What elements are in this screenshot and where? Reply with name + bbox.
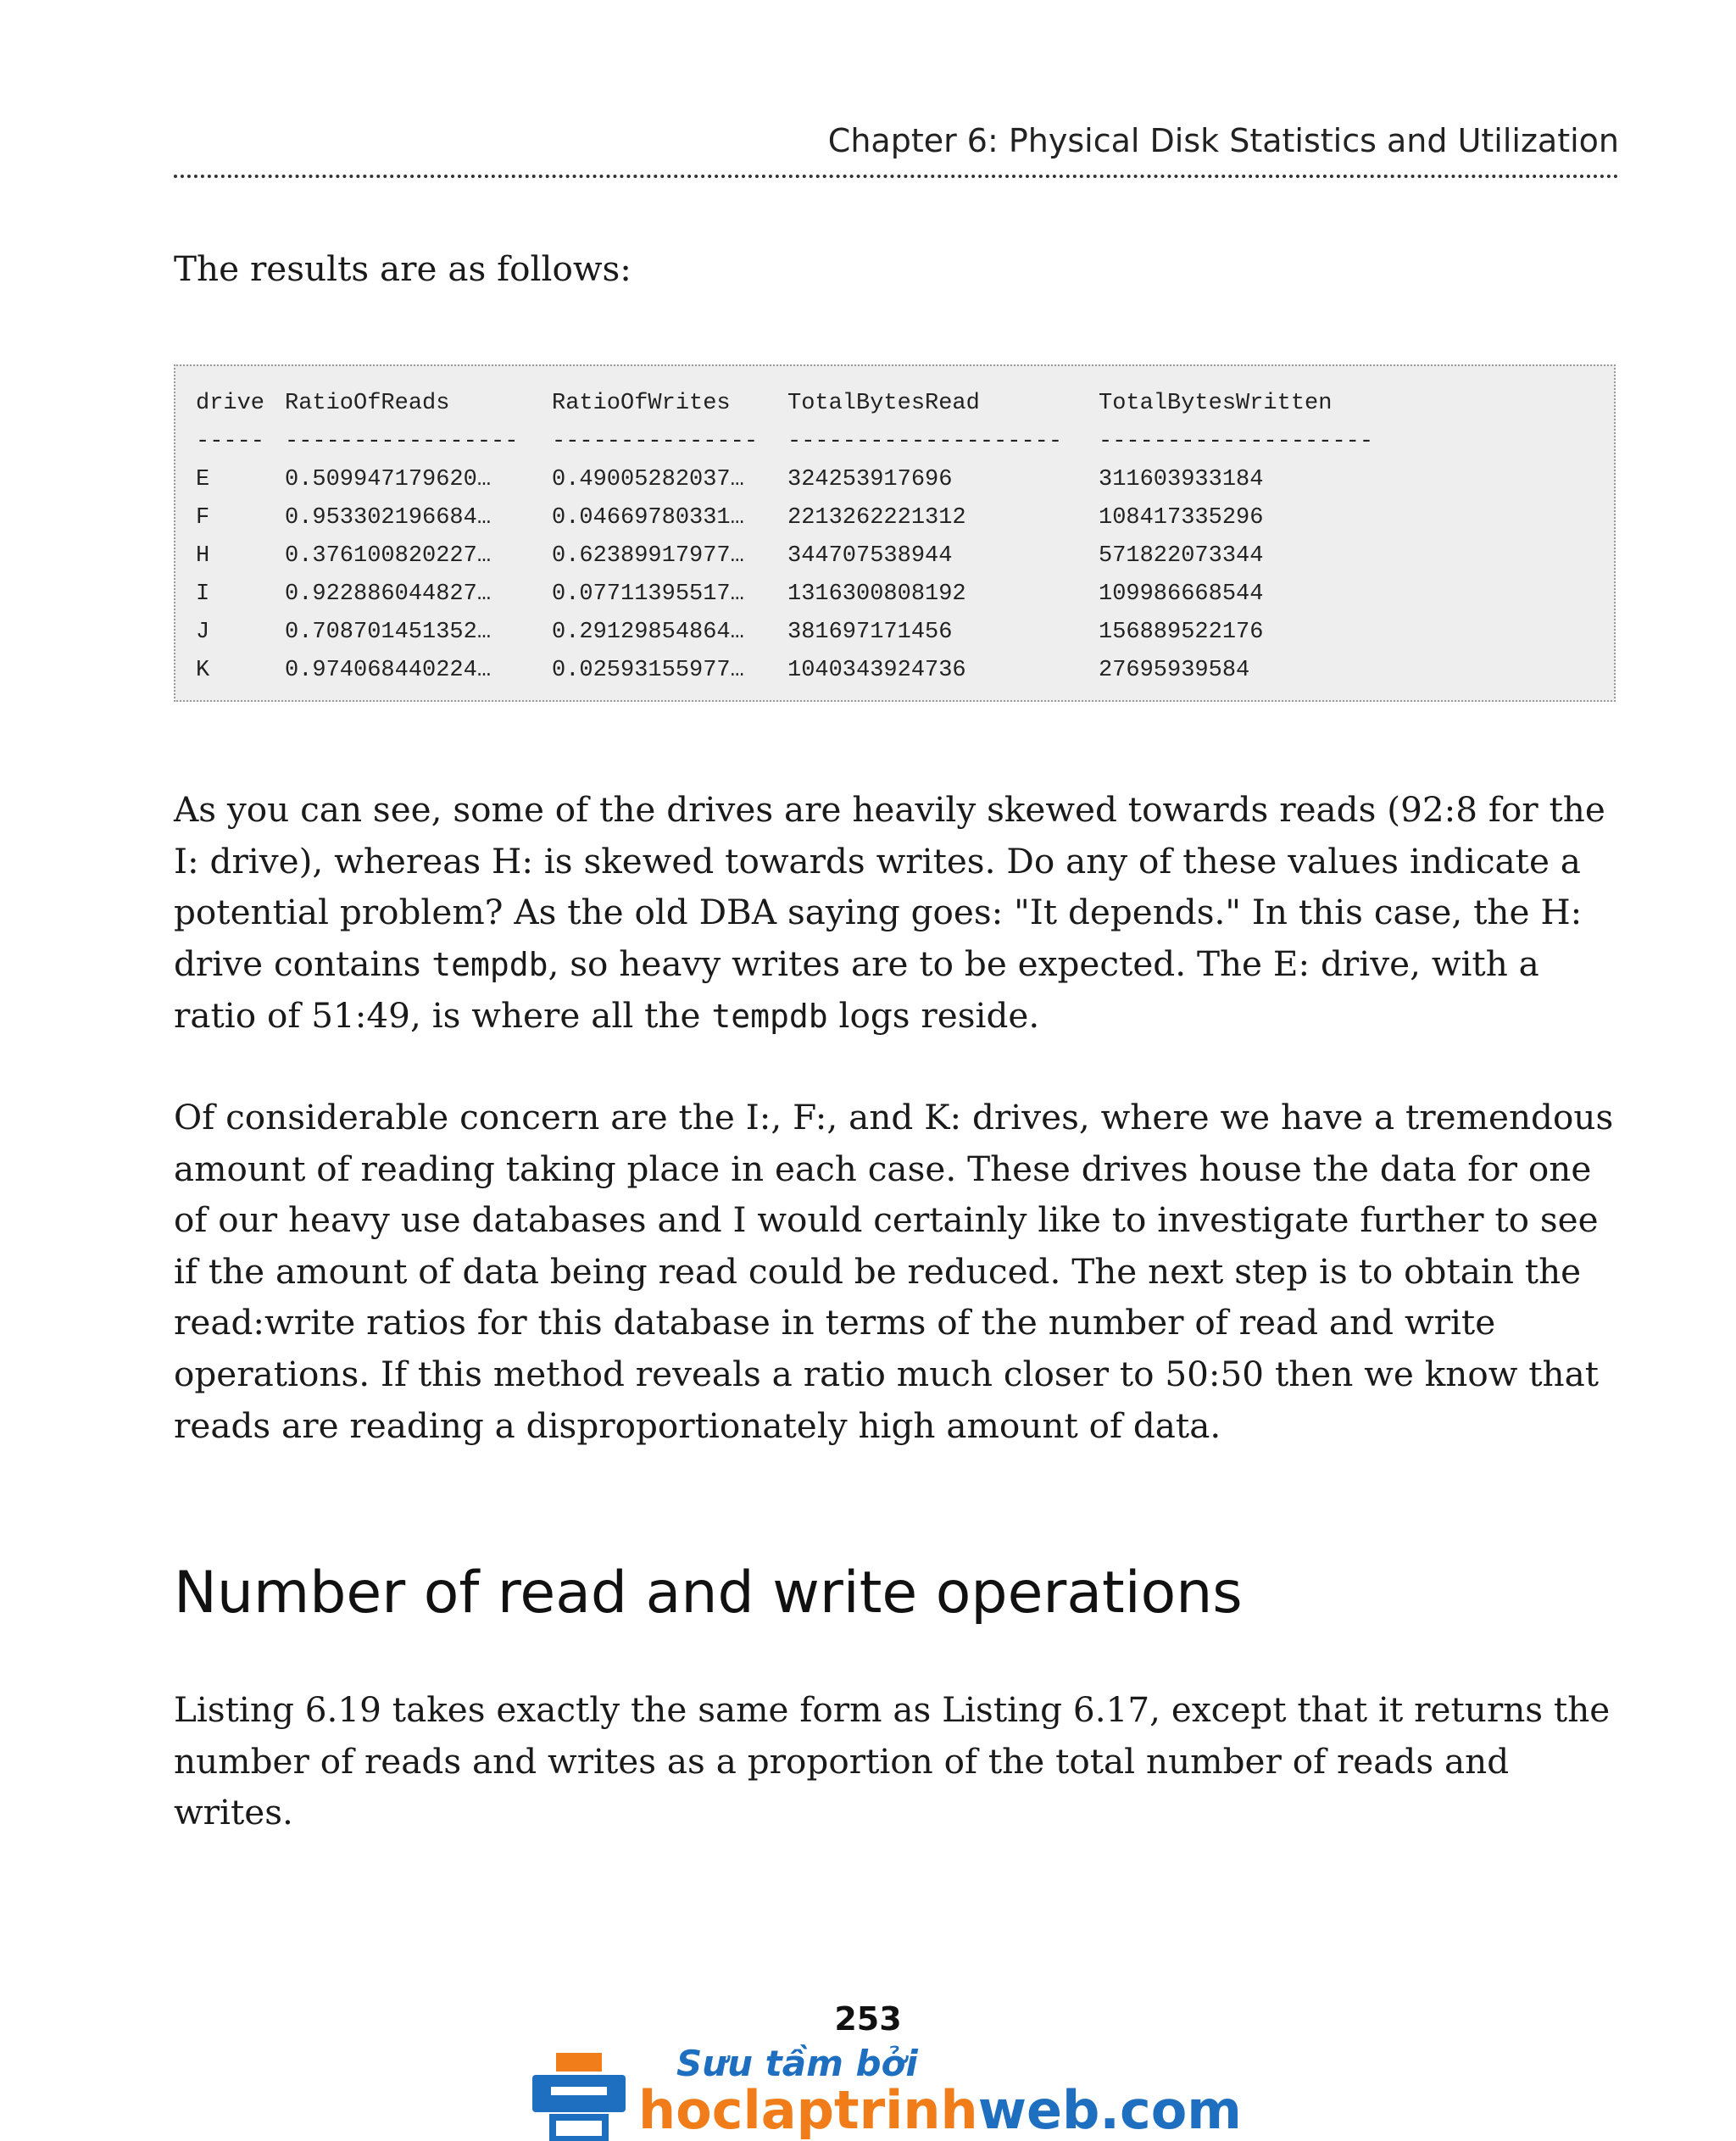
cell-bytes-written: 311603933184 xyxy=(1099,467,1264,492)
cell-drive: K xyxy=(196,658,210,683)
results-header-row xyxy=(175,385,1614,423)
watermark-tagline: Sưu tầm bởi xyxy=(676,2043,918,2084)
cell-bytes-read: 324253917696 xyxy=(787,467,953,492)
cell-drive: I xyxy=(196,581,210,607)
section-heading: Number of read and write operations xyxy=(174,1560,1243,1627)
results-row xyxy=(175,499,1614,537)
cell-ratio-writes: 0.62389917977… xyxy=(552,543,744,569)
cell-bytes-written: 156889522176 xyxy=(1099,620,1264,645)
analysis-paragraph xyxy=(174,784,1619,1043)
cell-drive: J xyxy=(196,620,210,645)
chapter-header: Chapter 6: Physical Disk Statistics and Utilization xyxy=(827,122,1619,159)
results-row xyxy=(175,614,1614,652)
column-header-drive: drive xyxy=(196,391,265,416)
cell-bytes-read: 344707538944 xyxy=(787,543,953,569)
cell-bytes-read: 1040343924736 xyxy=(787,658,966,683)
cell-ratio-writes: 0.49005282037… xyxy=(552,467,744,492)
cell-ratio-writes: 0.29129854864… xyxy=(552,620,744,645)
intro-text: The results are as follows: xyxy=(174,248,632,289)
listing-paragraph: Listing 6.19 takes exactly the same form as Listing 6.17, except that it returns the number of reads and writes as a proportion of the total number of reads and writes. xyxy=(174,1689,1611,1833)
watermark-site-part: hoclaptrinh xyxy=(638,2079,978,2141)
results-row xyxy=(175,652,1614,690)
cell-ratio-reads: 0.376100820227… xyxy=(285,543,492,569)
inline-code: tempdb xyxy=(711,998,828,1036)
cell-bytes-written: 109986668544 xyxy=(1099,581,1264,607)
column-header-ratio-writes: RatioOfWrites xyxy=(552,391,731,416)
separator: ----- xyxy=(196,429,265,454)
watermark-site-part: web.com xyxy=(977,2079,1242,2141)
header-divider xyxy=(174,175,1619,178)
column-header-ratio-reads: RatioOfReads xyxy=(285,391,450,416)
separator: -------------------- xyxy=(787,429,1063,454)
separator: --------------- xyxy=(552,429,759,454)
page-number: 253 xyxy=(834,2000,902,2038)
cell-ratio-writes: 0.02593155977… xyxy=(552,658,744,683)
paragraph-text: , so heavy writes are to be expected. The E: drive, with a ratio of 51:49, is where all the xyxy=(174,943,1539,1037)
cell-ratio-reads: 0.953302196684… xyxy=(285,505,492,531)
cell-drive: H xyxy=(196,543,210,569)
cell-ratio-writes: 0.04669780331… xyxy=(552,505,744,531)
cell-ratio-reads: 0.974068440224… xyxy=(285,658,492,683)
separator: ----------------- xyxy=(285,429,519,454)
cell-bytes-written: 108417335296 xyxy=(1099,505,1264,531)
printer-logo-icon xyxy=(532,2053,626,2141)
cell-bytes-written: 27695939584 xyxy=(1099,658,1250,683)
cell-ratio-reads: 0.922886044827… xyxy=(285,581,492,607)
concern-paragraph: Of considerable concern are the I:, F:, and K: drives, where we have a tremendous amount of reading taking place in each case. These drives house the data for one of our heavy use databases and I would certainly like to investigate further to see if the amount of data being read could be reduced. The next step is to obtain the read:write ratios for this database in terms of the number of read and write operations. If this method reveals a ratio much closer to 50:50 then we know that reads are reading a disproportionately high amount of data. xyxy=(174,1097,1614,1446)
cell-ratio-writes: 0.07711395517… xyxy=(552,581,744,607)
cell-ratio-reads: 0.708701451352… xyxy=(285,620,492,645)
cell-bytes-read: 1316300808192 xyxy=(787,581,966,607)
watermark xyxy=(532,2043,1242,2141)
column-header-bytes-written: TotalBytesWritten xyxy=(1099,391,1333,416)
results-row xyxy=(175,461,1614,499)
column-header-bytes-read: TotalBytesRead xyxy=(787,391,980,416)
paragraph-text: As you can see, some of the drives are heavily skewed towards reads (92:8 for the I: drive), whereas H: is skewed towards writes. Do any of these values indicate a potential problem? As the old DBA saying goes: "It depends." In this case, the H: drive contains xyxy=(174,789,1605,984)
watermark-site xyxy=(638,2080,1242,2141)
inline-code: tempdb xyxy=(431,945,548,983)
separator: -------------------- xyxy=(1099,429,1374,454)
cell-bytes-read: 381697171456 xyxy=(787,620,953,645)
cell-ratio-reads: 0.509947179620… xyxy=(285,467,492,492)
query-results-block xyxy=(174,364,1616,702)
results-separator-row xyxy=(175,423,1614,461)
cell-bytes-written: 571822073344 xyxy=(1099,543,1264,569)
results-row xyxy=(175,576,1614,614)
cell-drive: F xyxy=(196,505,210,531)
cell-bytes-read: 2213262221312 xyxy=(787,505,966,531)
results-row xyxy=(175,537,1614,576)
cell-drive: E xyxy=(196,467,210,492)
paragraph-text: logs reside. xyxy=(827,995,1040,1037)
